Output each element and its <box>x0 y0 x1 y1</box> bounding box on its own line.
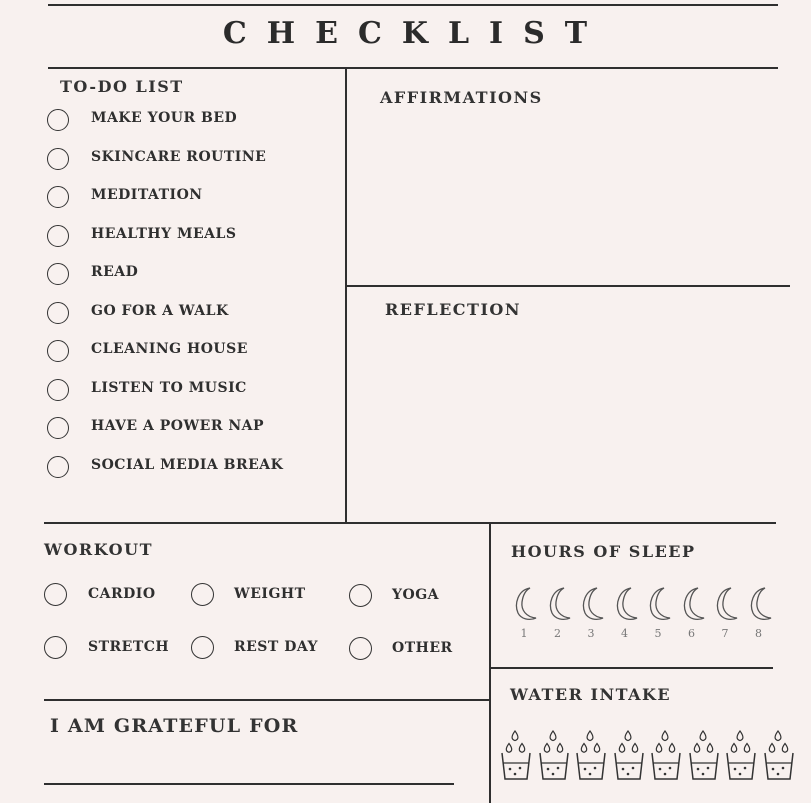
moon-icon[interactable] <box>680 586 708 622</box>
todo-checkbox[interactable] <box>47 456 69 478</box>
moon-icon[interactable] <box>546 586 574 622</box>
todo-checkbox[interactable] <box>47 109 69 131</box>
affirmations-area[interactable] <box>360 112 780 277</box>
reflection-heading: REFLECTION <box>385 300 521 319</box>
workout-option-label: CARDIO <box>88 586 156 602</box>
water-glass-icon[interactable] <box>575 731 607 783</box>
sleep-hour-number: 7 <box>721 627 729 640</box>
todo-checkbox[interactable] <box>47 417 69 439</box>
todo-item-label: CLEANING HOUSE <box>91 341 248 357</box>
grateful-write-line[interactable] <box>44 783 454 785</box>
sleep-hour-number: 5 <box>654 627 662 640</box>
water-glass-icon[interactable] <box>725 731 757 783</box>
workout-option-label: OTHER <box>392 640 453 656</box>
todo-item-label: MEDITATION <box>91 187 203 203</box>
sleep-hour-number: 8 <box>755 627 762 640</box>
water-heading: WATER INTAKE <box>510 685 672 704</box>
water-glass-icon[interactable] <box>650 731 682 783</box>
sleep-hour-number: 1 <box>520 627 528 640</box>
todo-checkbox[interactable] <box>47 186 69 208</box>
water-glass-icon[interactable] <box>613 731 645 783</box>
sleep-heading: HOURS OF SLEEP <box>511 542 696 561</box>
todo-checkbox[interactable] <box>47 263 69 285</box>
todo-checkbox[interactable] <box>47 148 69 170</box>
moon-icon[interactable] <box>579 586 607 622</box>
todo-item-label: READ <box>91 264 139 280</box>
affirmations-divider <box>345 285 790 287</box>
moon-icon[interactable] <box>512 586 540 622</box>
workout-option-label: STRETCH <box>88 639 170 655</box>
todo-item-label: MAKE YOUR BED <box>91 110 238 126</box>
grateful-heading: I AM GRATEFUL FOR <box>50 715 299 737</box>
workout-checkbox[interactable] <box>191 636 214 659</box>
todo-checkbox[interactable] <box>47 379 69 401</box>
todo-item-label: LISTEN TO MUSIC <box>91 380 247 396</box>
todo-item-label: SOCIAL MEDIA BREAK <box>91 457 284 473</box>
workout-checkbox[interactable] <box>191 583 214 606</box>
page-title: CHECKLIST <box>222 16 608 51</box>
title-underline <box>48 67 778 69</box>
sleep-hour-number: 3 <box>587 627 595 640</box>
todo-item-label: GO FOR A WALK <box>91 303 229 319</box>
top-rule <box>48 4 778 6</box>
water-glass-icon[interactable] <box>538 731 570 783</box>
workout-checkbox[interactable] <box>44 636 67 659</box>
workout-option-label: WEIGHT <box>234 586 306 602</box>
todo-item-label: HEALTHY MEALS <box>91 226 237 242</box>
moon-icon[interactable] <box>613 586 641 622</box>
sleep-hour-number: 6 <box>688 627 695 640</box>
middle-rule <box>44 522 776 524</box>
affirmations-heading: AFFIRMATIONS <box>380 88 543 107</box>
todo-checkbox[interactable] <box>47 225 69 247</box>
water-glass-icon[interactable] <box>500 731 532 783</box>
todo-divider <box>345 68 347 523</box>
workout-checkbox[interactable] <box>349 637 372 660</box>
sleep-hour-number: 2 <box>554 627 561 640</box>
sleep-hour-number: 4 <box>621 627 628 640</box>
sleep-divider <box>490 667 773 669</box>
workout-divider <box>489 523 491 803</box>
workout-checkbox[interactable] <box>349 584 372 607</box>
moon-icon[interactable] <box>713 586 741 622</box>
workout-heading: WORKOUT <box>44 540 153 559</box>
workout-checkbox[interactable] <box>44 583 67 606</box>
todo-checkbox[interactable] <box>47 302 69 324</box>
todo-item-label: HAVE A POWER NAP <box>91 418 265 434</box>
water-glass-icon[interactable] <box>763 731 795 783</box>
todo-item-label: SKINCARE ROUTINE <box>91 149 267 165</box>
reflection-area[interactable] <box>360 325 780 515</box>
todo-heading: TO-DO LIST <box>60 77 184 96</box>
workout-option-label: YOGA <box>392 587 440 603</box>
workout-option-label: REST DAY <box>234 639 319 655</box>
moon-icon[interactable] <box>747 586 775 622</box>
moon-icon[interactable] <box>646 586 674 622</box>
water-glass-icon[interactable] <box>688 731 720 783</box>
grateful-top-rule <box>44 699 489 701</box>
todo-checkbox[interactable] <box>47 340 69 362</box>
